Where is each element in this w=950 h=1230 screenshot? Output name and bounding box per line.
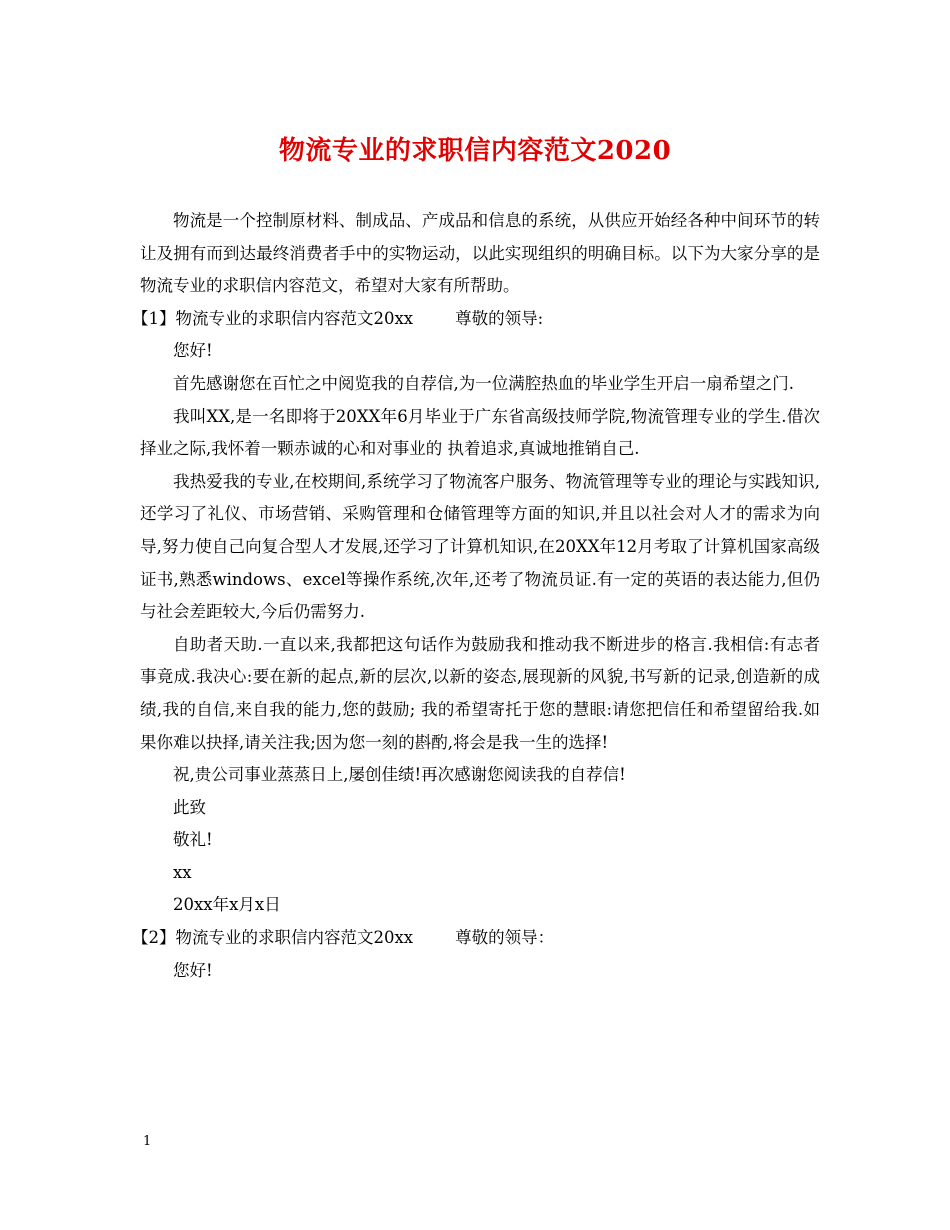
page-number: 1 — [143, 1134, 152, 1149]
intro-paragraph: 物流是一个控制原材料、制成品、产成品和信息的系统，从供应开始经各种中间环节的转让及拥有而到达最终消费者手中的实物运动，以此实现组织的明确目标。以下为大家分享的是物流专业的求职信内容范文，希望对大家有所帮助。 — [140, 211, 820, 296]
section1-heading: 【1】物流专业的求职信内容范文20xx — [132, 308, 414, 328]
section1-heading-line — [132, 303, 820, 336]
section1-greeting: 您好! — [173, 341, 213, 361]
document-body — [132, 205, 820, 987]
section1-paragraph: 自助者天助.一直以来,我都把这句话作为鼓励我和推动我不断进步的格言.我相信:有志者事竟成.我决心:要在新的起点,新的层次,以新的姿态,展现新的风貌,书写新的记录,创造新的成绩,我的自信,来自我的能力,您的鼓励; 我的希望寄托于您的慧眼:请您把信任和希望留给我.如果你难以抉择,请关注我;因为您一刻的斟酌,将会是我一生的选择! — [140, 634, 820, 752]
section1-signature: xx — [173, 862, 192, 882]
section2-heading: 【2】物流专业的求职信内容范文20xx — [132, 928, 414, 948]
section2-greeting: 您好! — [173, 960, 213, 980]
section1-paragraph: 祝,贵公司事业蒸蒸日上,屡创佳绩!再次感谢您阅读我的自荐信! — [173, 765, 626, 785]
section1-closing-1: 此致 — [173, 797, 206, 817]
document-title: 物流专业的求职信内容范文2020 — [278, 136, 672, 166]
section2-heading-line — [132, 922, 820, 955]
section1-date: 20xx年x月x日 — [173, 895, 281, 915]
section1-paragraph: 我叫XX,是一名即将于20XX年6月毕业于广东省高级技师学院,物流管理专业的学生.借次择业之际,我怀着一颗赤诚的心和对事业的 执着追求,真诚地推销自己. — [140, 406, 820, 459]
section1-paragraph: 我热爱我的专业,在校期间,系统学习了物流客户服务、物流管理等专业的理论与实践知识,还学习了礼仪、市场营销、采购管理和仓储管理等方面的知识,并且以社会对人才的需求为向导,努力使自己向复合型人才发展,还学习了计算机知识,在20XX年12月考取了计算机国家高级证书,熟悉windows、excel等操作系统,次年,还考了物流员证.有一定的英语的表达能力,但仍与社会差距较大,今后仍需努力. — [140, 471, 820, 622]
section2-salutation: 尊敬的领导： — [455, 928, 555, 948]
section1-closing-2: 敬礼! — [173, 830, 213, 850]
section1-paragraph: 首先感谢您在百忙之中阅览我的自荐信,为一位满腔热血的毕业学生开启一扇希望之门. — [173, 373, 794, 393]
section1-salutation: 尊敬的领导: — [455, 308, 544, 328]
